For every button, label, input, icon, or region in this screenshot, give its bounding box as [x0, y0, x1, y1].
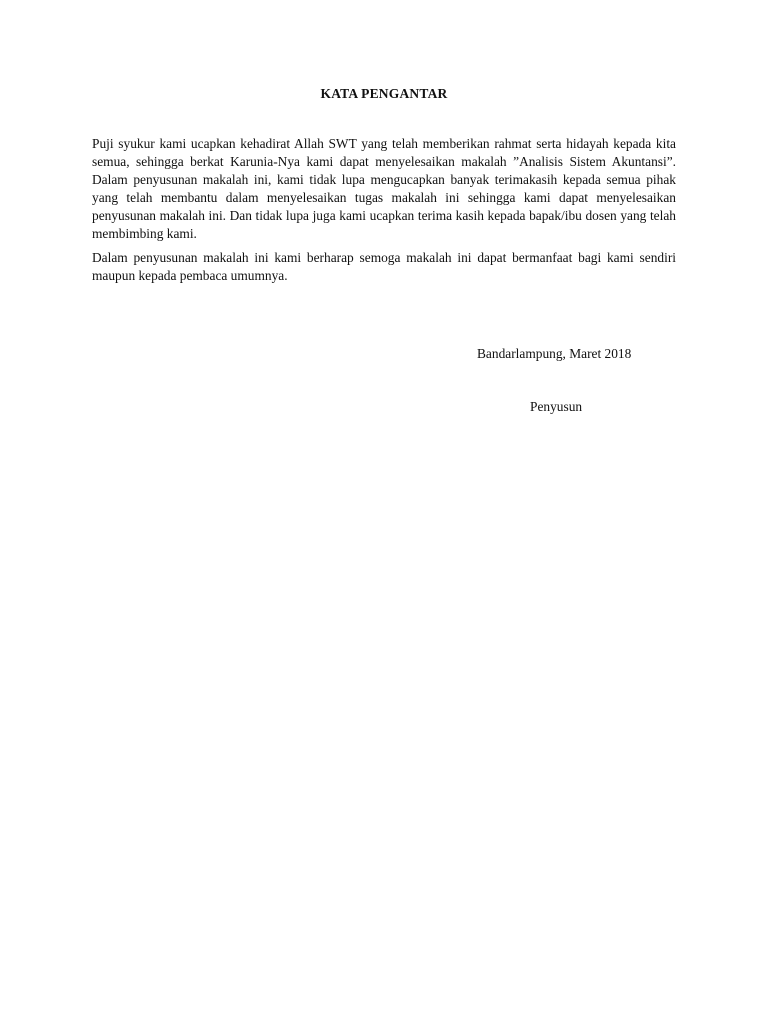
- document-body: [92, 135, 676, 291]
- author-signature: Penyusun: [530, 399, 583, 414]
- paragraph-2: Dalam penyusunan makalah ini kami berharap semoga makalah ini dapat bermanfaat bagi kami sendiri maupun kepada pembaca umumnya.: [92, 250, 676, 283]
- place-and-date: Bandarlampung, Maret 2018: [477, 346, 632, 361]
- paragraph-1: Puji syukur kami ucapkan kehadirat Allah SWT yang telah memberikan rahmat serta hidayah kepada kita semua, sehingga berkat Karunia-Nya kami dapat menyelesaikan makalah ”Analisis Sistem Akuntansi”. Dalam penyusunan makalah ini, kami tidak lupa mengucapkan banyak terimakasih kepada semua pihak yang telah membantu dalam menyelesaikan tugas makalah ini sehingga kami dapat menyelesaikan penyusunan makalah ini. Dan tidak lupa juga kami ucapkan terima kasih kepada bapak/ibu dosen yang telah membimbing kami.: [92, 136, 676, 241]
- page-title: KATA PENGANTAR: [320, 86, 448, 101]
